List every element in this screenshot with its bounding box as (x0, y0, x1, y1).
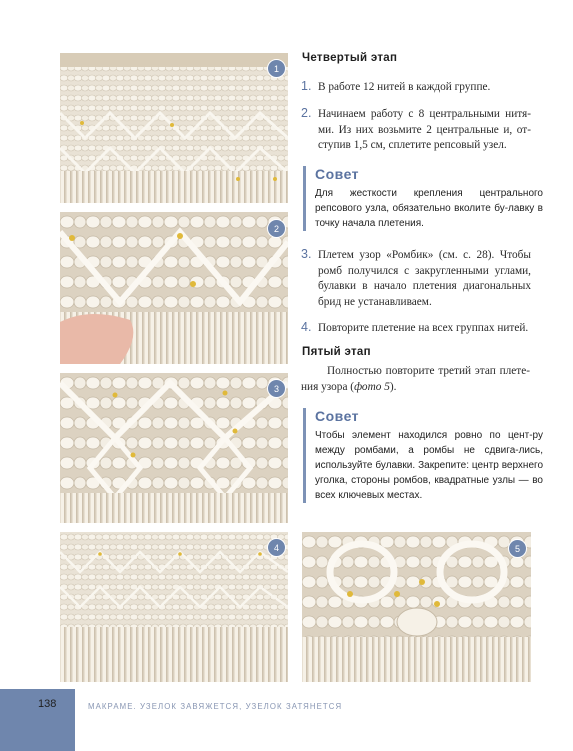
photo-step-3 (60, 373, 288, 523)
step-text: В работе 12 нитей в каждой группе. (318, 81, 491, 93)
tip-box-1 (303, 166, 543, 231)
step-4 (301, 321, 531, 337)
step-3 (301, 248, 531, 310)
tip-text: Чтобы элемент находился ровно по цент-ру между ромбами, а ромбы не сдвига-лись, используйте булавки. Закрепите: центр верхнего уголка, стороны ромбов, квадратные узлы — во всех ключевых местах. (315, 430, 543, 501)
step-text: Плетем узор «Ромбик» (см. с. 28). Чтобы ромб получился с закругленными углами, булавки в начало плетения диагональных брид не устанавливаем. (318, 249, 531, 308)
photo-badge: 5 (508, 539, 527, 558)
step-1 (301, 80, 531, 96)
photo-reference: фото 5 (354, 380, 390, 393)
photo-badge: 2 (267, 219, 286, 238)
photo-step-5 (302, 532, 531, 682)
stage5-heading: Пятый этап (302, 346, 371, 358)
macrame-photo-icon (60, 212, 288, 364)
tip-box-2 (303, 408, 543, 503)
stage5-text: Полностью повторите третий этап плете-ния узора ( (301, 365, 530, 393)
tip-title: Совет (315, 408, 360, 424)
photo-step-4 (60, 532, 288, 682)
photo-step-2 (60, 212, 288, 364)
step-text: Повторите плетение на всех группах нитей. (318, 322, 529, 334)
stage4-heading: Четвертый этап (302, 52, 398, 64)
photo-badge: 4 (267, 538, 286, 557)
step-text: Начинаем работу с 8 центральными нитя-ми. Из них возьмите 2 центральные и, от-ступив 1,5 см, сплетите репсовый узел. (318, 108, 531, 151)
stage5-paragraph (301, 364, 530, 395)
photo-step-1 (60, 53, 288, 203)
step-number: 3. (301, 247, 312, 261)
macrame-photo-icon (60, 53, 288, 203)
step-number: 4. (301, 320, 312, 334)
tip-text: Для жесткости крепления центрального репсового узла, обязательно вколите бу-лавку в точку начала плетения. (315, 188, 543, 229)
step-number: 1. (301, 79, 312, 93)
step-number: 2. (301, 106, 312, 120)
step-2 (301, 107, 531, 154)
running-title: МАКРАМЕ. УЗЕЛОК ЗАВЯЖЕТСЯ, УЗЕЛОК ЗАТЯНЕТСЯ (88, 702, 343, 711)
macrame-photo-icon (302, 532, 531, 682)
page-number: 138 (38, 698, 57, 710)
stage5-text-end: ). (389, 380, 397, 393)
photo-badge: 1 (267, 59, 286, 78)
macrame-photo-icon (60, 373, 288, 523)
macrame-photo-icon (60, 532, 288, 682)
photo-badge: 3 (267, 379, 286, 398)
tip-title: Совет (315, 166, 360, 182)
